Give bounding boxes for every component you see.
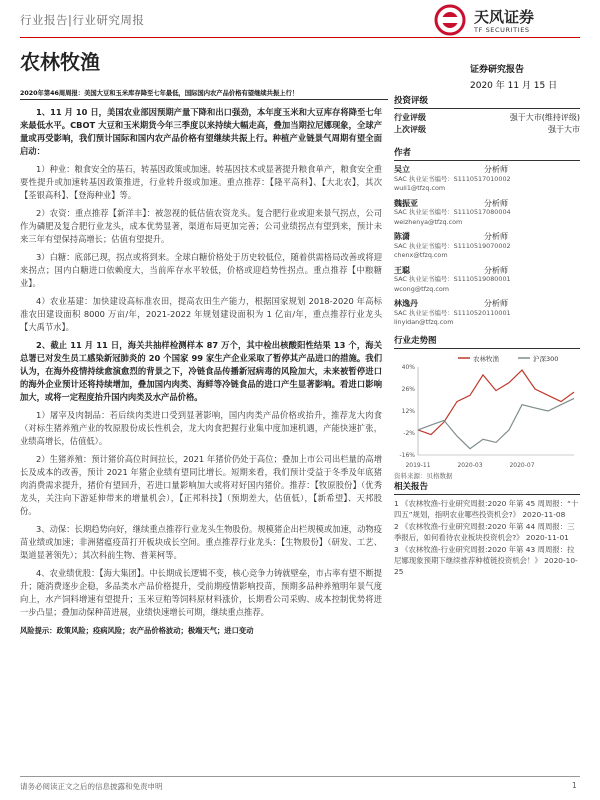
y-tick-label: -2%: [403, 430, 415, 437]
author-entry: [394, 199, 580, 228]
author-name: 林逸丹: [394, 299, 418, 308]
related-report-link[interactable]: 3 《农林牧渔-行业研究周报:2020 年第 43 周周报：拉尼娜现象预期下继续推荐种植链投资机会！》 2020-10-25: [394, 545, 578, 576]
report-subtitle: 2020年第46周周报：美国大豆和玉米库存降至七年最低，国际国内农产品价格有望继续共振上行！: [20, 88, 388, 100]
report-category: 行业报告|行业研究周报: [20, 13, 145, 27]
paragraph: 2、截止 11 月 11 日，海关共抽样检测样本 87 万个，其中检出核酸阳性结果 13 个，海关总署已对发生员工感染新冠肺炎的 20 个国家 99 家生产企业采取了暂停其产品进口的措施。我们认为，在海外疫情持续愈演愈烈的背景之下，冷链食品传播新冠病毒的风险加大，未来被暂停进口的海外企业预计还将持续增加，叠加国内肉类、海鲜等冷链食品的进口产生显著影响。看进口影响加大，或将一定程度抬升国内肉类及水产品价格。: [20, 340, 382, 402]
footer-divider: [20, 776, 580, 777]
legend-label: 沪深300: [533, 355, 559, 363]
author-name: 吴立: [394, 165, 410, 174]
authors-heading: 作者: [394, 146, 580, 161]
header-divider: [20, 37, 580, 38]
x-tick-label: 2019-11: [405, 462, 431, 469]
prev-rating-label: 上次评级: [394, 125, 426, 134]
related-heading: 相关报告: [394, 480, 580, 495]
author-email[interactable]: wuli1@tfzq.com: [394, 184, 446, 192]
author-name: 陈潇: [394, 232, 410, 241]
author-list: [394, 165, 580, 328]
related-section: [394, 480, 580, 578]
authors-section: [394, 146, 580, 328]
logo-en-text: TF SECURITIES: [474, 26, 530, 34]
disclaimer-footer: 请务必阅读正文之后的信息披露和免责申明: [20, 782, 163, 791]
paragraph: 3）白糖：底部已现，拐点或将到来。全球白糖价格处于历史较低位，随着供需格局改善或将迎来拐点；国内白糖进口依赖度大，当前库存水平较低，价格或迎趋势性拐点。重点推荐【中粮糖业】。: [20, 252, 382, 288]
related-list: [394, 498, 580, 577]
related-report-link[interactable]: 1 《农林牧渔-行业研究周报:2020 年第 45 周周报：“十四五”规划，指明农业哪些投资机会?》 2020-11-08: [394, 499, 579, 519]
paragraph: 2）农资：重点推荐【新洋丰】：被忽视的低估值农资龙头。复合肥行业或迎来景气拐点，公司作为磷肥及复合肥行业龙头，成本优势显著，渠道布局更加完善；公司业绩拐点有望到来，预计未来三年有望保持高增长；估值有望提升。: [20, 208, 382, 244]
author-entry: [394, 299, 580, 328]
paragraph: 3、动保：长期趋势向好，继续重点推荐行业龙头生物股份。规模猪企出栏规模或加速，动物疫苗业绩或加速；非洲猪瘟疫苗打开板块成长空间。重点推荐行业龙头：【生物股份】（研发、工艺、渠道显著领先）；其次科前生物、普莱柯等。: [20, 524, 382, 560]
paragraph: 2）生猪养殖：预计猪价高位时间拉长，2021 年猪价仍处于高位；叠加上市公司出栏量的高增长及成本的改善，预计 2021 年猪企业绩有望同比增长。短期来看，我们预计受益于冬季及年底猪肉消费需求提升，猪价有望回升，若进口量影响加大或将对好国内猪价。推荐：【牧原股份】（优秀龙头，关注向下游延伸带来的增量机会），【正邦科技】（预期差大，估值低），【新希望】、天邦股份。: [20, 454, 382, 516]
author-email[interactable]: chenx@tfzq.com: [394, 251, 448, 259]
legend-label: 农林牧渔: [473, 355, 499, 363]
author-license: SAC 执业证书编号：S1110517080004: [394, 208, 511, 216]
author-role: 分析师: [484, 198, 508, 208]
industry-rating-value: 强于大市(维持评级): [509, 113, 580, 122]
chart-source: 资料来源：贝格数据: [394, 472, 453, 480]
logo-cn-text: 天风证券: [474, 8, 535, 26]
author-entry: [394, 165, 580, 194]
industry-rating-row: [394, 112, 580, 124]
y-tick-label: 26%: [401, 386, 415, 393]
industry-rating-label: 行业评级: [394, 113, 426, 122]
x-tick-label: 2020-07: [509, 462, 535, 469]
paragraph: 4）农业基建：加快建设高标准农田，提高农田生产能力，根据国家规划 2018-2020 年高标准农田建设面积 8000 万亩/年，2021-2022 年规划建设面积为 1 亿亩/年，重点推荐行业龙头【大禹节水】。: [20, 296, 382, 332]
y-tick-label: -16%: [399, 452, 415, 459]
brand-logo: [432, 2, 592, 38]
rating-section: [394, 94, 580, 136]
author-role: 分析师: [484, 165, 508, 174]
series-line-hs300: [418, 398, 574, 448]
author-name: 王聪: [394, 265, 410, 275]
report-type: 证券研究报告: [470, 65, 525, 75]
author-entry: [394, 232, 580, 261]
series-line-agri: [418, 370, 574, 435]
related-report-link[interactable]: 2 《农林牧渔-行业研究周报:2020 年第 44 周周报：三季报后，如何看待农业板块投资机会?》 2020-11-01: [394, 522, 575, 542]
author-license: SAC 执业证书编号：S1110519070002: [394, 241, 511, 250]
author-license: SAC 执业证书编号：S1110520110001: [394, 308, 511, 317]
author-email[interactable]: wcong@tfzq.com: [394, 284, 449, 293]
paragraph: 1）屠宰及肉制品：若后续肉类进口受到显著影响，国内肉类产品价格或抬升，推荐龙大肉食（对标生猪养殖产业的牧原股份成长性机会，龙大肉食把握行业集中度加速机遇，产能快速扩张，业绩高增长，估值低）。: [20, 410, 382, 446]
author-email[interactable]: weizhenya@tfzq.com: [394, 217, 463, 226]
author-role: 分析师: [484, 265, 508, 275]
author-role: 分析师: [484, 232, 508, 241]
author-email[interactable]: linyidan@tfzq.com: [394, 318, 454, 326]
tf-logo-icon: [432, 2, 468, 38]
chart-section: [394, 334, 580, 480]
author-license: SAC 执业证书编号：S1110517010002: [394, 174, 511, 183]
chart-heading: 行业走势图: [394, 334, 580, 349]
prev-rating-value: 强于大市: [548, 125, 580, 134]
author-role: 分析师: [484, 299, 508, 308]
main-content: [20, 106, 382, 642]
page-number: 1: [572, 781, 577, 790]
x-tick-label: 2020-03: [457, 462, 483, 469]
paragraph: 4、农业绩优股：【海大集团】。中长期成长逻辑不变，核心竞争力铸就壁垒，市占率有望不断提升；随消费逐步企稳，多品类水产品价格提升，受前期疫情影响投苗，预期多品种养殖明年景气度向上，水产饲料增速有望提升；玉米豆粕等饲料原材料涨价，长期看公司采购、成本控制优势将进一步凸显；叠加动保种苗进展，业绩快速增长可期，继续重点推荐。: [20, 568, 382, 617]
paragraph: 1、11 月 10 日，美国农业部因预期产量下降和出口强劲，本年度玉米和大豆库存将降至七年来最低水平。CBOT 大豆和玉米期货今年三季度以来持续大幅走高，叠加当期拉尼娜现象，全球产量或再受影响，我们预计国际和国内农产品价格有望继续共振上行。种植产业链景气周期有望全面启动：: [20, 107, 382, 156]
rating-heading: 投资评级: [394, 94, 580, 109]
trend-chart: [394, 351, 580, 471]
paragraph: 1）种业：粮食安全的基石，转基因政策或加速。转基因技术或显著提升粮食单产，粮食安全重要性提升或加速转基因政策推进，行业转升级或加速。重点推荐：【隆平高科】、【大北农】，其次【荃银高科】、【登海种业】等。: [20, 164, 382, 200]
risk-warning: 风险提示：政策风险；疫病风险；农产品价格波动；极端天气；进口变动: [20, 626, 254, 635]
y-tick-label: 40%: [401, 364, 415, 371]
author-entry: [394, 266, 580, 295]
author-name: 魏振亚: [394, 198, 418, 208]
report-date: 2020 年 11 月 15 日: [470, 81, 558, 91]
author-license: SAC 执业证书编号：S1110519080001: [394, 275, 511, 283]
page-title: 农林牧渔: [20, 50, 100, 74]
prev-rating-row: [394, 124, 580, 136]
y-tick-label: 12%: [401, 408, 415, 415]
